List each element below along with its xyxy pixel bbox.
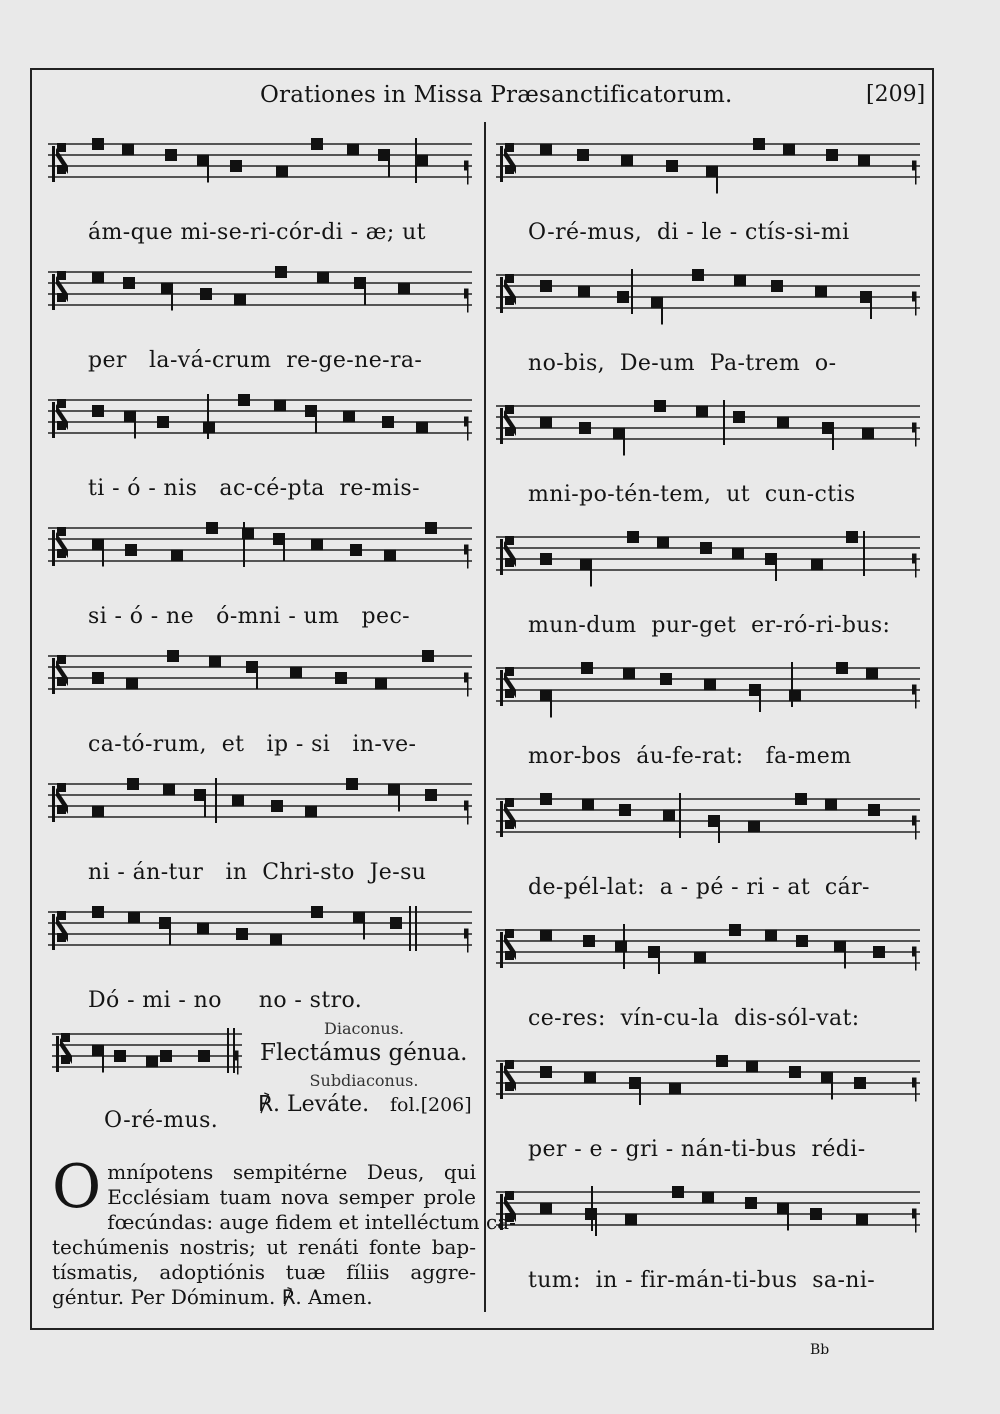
neume-note	[230, 160, 242, 172]
neume-note	[826, 149, 838, 161]
neume-note	[856, 1214, 868, 1226]
neume-note	[746, 1061, 758, 1073]
lyric-line: ca-tó-rum, et ip - si in-ve-	[88, 732, 417, 757]
neume-note	[128, 912, 140, 924]
neume-note	[540, 553, 552, 565]
neume-note	[160, 1050, 172, 1062]
chant-staff	[496, 136, 920, 206]
neume-note	[416, 422, 428, 434]
neume-note	[846, 531, 858, 543]
lyric-line: de-pél-lat: a - pé - ri - at cár-	[528, 875, 870, 900]
neume-note	[729, 924, 741, 936]
neume-note	[657, 537, 669, 549]
neume-note	[114, 1050, 126, 1062]
neume-note	[236, 928, 248, 940]
lyric-line: ti - ó - nis ac-cé-pta re-mis-	[88, 476, 420, 501]
neume-note	[271, 800, 283, 812]
lyric-line: mni-po-tén-tem, ut cun-ctis	[528, 482, 856, 507]
neume-note	[815, 286, 827, 298]
lyric-line: mor-bos áu-fe-rat: fa-mem	[528, 744, 852, 769]
lyric-line: no-bis, De-um Pa-trem o-	[528, 351, 837, 376]
neume-note	[209, 656, 221, 668]
neume-note	[733, 411, 745, 423]
neume-note	[157, 416, 169, 428]
neume-note	[866, 668, 878, 680]
neume-note	[540, 280, 552, 292]
neume-note	[734, 275, 746, 287]
neume-note	[627, 531, 639, 543]
neume-note	[540, 144, 552, 156]
neume-note	[578, 286, 590, 298]
neume-note	[540, 1203, 552, 1215]
neume-note	[167, 650, 179, 662]
neume-note	[696, 406, 708, 418]
neume-note	[716, 1055, 728, 1067]
neume-note	[811, 559, 823, 571]
neume-note	[232, 795, 244, 807]
neume-note	[425, 789, 437, 801]
neume-note	[127, 778, 139, 790]
clef-icon	[52, 527, 68, 566]
neume-note	[704, 679, 716, 691]
column-divider	[484, 122, 486, 1312]
neume-note	[582, 799, 594, 811]
lyric-line: per - e - gri - nán-ti-bus rédi-	[528, 1137, 866, 1162]
prayer-text	[52, 1152, 516, 1310]
neume-note	[275, 266, 287, 278]
clef-icon	[52, 655, 68, 694]
neume-note	[125, 544, 137, 556]
neume-note	[343, 411, 355, 423]
lyric-line: Dó - mi - no no - stro.	[88, 988, 363, 1013]
neume-note	[692, 269, 704, 281]
signature-mark: Bb	[810, 1342, 830, 1358]
chant-staff	[48, 264, 472, 334]
prayer-line: techúmenis nostris; ut renáti fonte bap-	[52, 1235, 476, 1259]
chant-staff	[48, 136, 472, 206]
neume-note	[732, 548, 744, 560]
response-text: ℟. Leváte.	[258, 1092, 370, 1117]
page-title: Orationes in Missa Præsanctificatorum.	[260, 82, 733, 108]
neume-note	[672, 1186, 684, 1198]
prayer-line: géntur. Per Dóminum. ℟. Amen.	[52, 1285, 373, 1309]
neume-note	[669, 1083, 681, 1095]
neume-note	[123, 277, 135, 289]
chant-staff	[48, 392, 472, 462]
neume-note	[796, 935, 808, 947]
diaconus-label: Diaconus.	[324, 1019, 404, 1038]
neume-note	[126, 678, 138, 690]
clef-icon	[52, 783, 68, 822]
chant-staff	[496, 398, 920, 468]
neume-note	[198, 1050, 210, 1062]
neume-note	[346, 778, 358, 790]
clef-icon	[52, 143, 68, 182]
neume-note	[748, 821, 760, 833]
clef-icon	[500, 405, 516, 444]
neume-note	[165, 149, 177, 161]
clef-icon	[500, 274, 516, 313]
neume-note	[234, 294, 246, 306]
neume-note	[92, 405, 104, 417]
neume-note	[621, 155, 633, 167]
neume-note	[350, 544, 362, 556]
neume-note	[540, 930, 552, 942]
neume-note	[422, 650, 434, 662]
neume-note	[789, 1066, 801, 1078]
response-reference: fol.[206]	[390, 1094, 472, 1116]
neume-note	[825, 799, 837, 811]
neume-note	[702, 1192, 714, 1204]
chant-staff	[48, 648, 472, 718]
lyric-line: tum: in - fir-mán-ti-bus sa-ni-	[528, 1268, 876, 1293]
neume-note	[276, 166, 288, 178]
neume-note	[854, 1077, 866, 1089]
neume-note	[171, 550, 183, 562]
neume-note	[619, 804, 631, 816]
neume-note	[753, 138, 765, 150]
lyric-line: si - ó - ne ó-mni - um pec-	[88, 604, 411, 629]
neume-note	[311, 539, 323, 551]
neume-note	[858, 155, 870, 167]
neume-note	[862, 428, 874, 440]
neume-note	[873, 946, 885, 958]
neume-note	[390, 917, 402, 929]
neume-note	[398, 283, 410, 295]
oremus-lyric: O-ré-mus.	[104, 1108, 219, 1133]
lyric-line: ni - án-tur in Chri-sto Je-su	[88, 860, 427, 885]
lyric-line: mun-dum pur-get er-ró-ri-bus:	[528, 613, 891, 638]
neume-note	[540, 417, 552, 429]
folio-number: [209]	[866, 82, 926, 107]
prayer-line: fœcúndas: auge fidem et intelléctum ca-	[107, 1210, 516, 1234]
neume-note	[694, 952, 706, 964]
lyric-line: O-ré-mus, di - le - ctís-si-mi	[528, 220, 850, 245]
chant-staff	[496, 1053, 920, 1123]
prayer-line: mnípotens sempitérne Deus, qui	[107, 1160, 476, 1184]
oremus-staff	[52, 1026, 242, 1106]
neume-note	[540, 1066, 552, 1078]
neume-note	[384, 550, 396, 562]
lyric-line: ce-res: vín-cu-la dis-sól-vat:	[528, 1006, 860, 1031]
neume-note	[617, 291, 629, 303]
clef-icon	[500, 667, 516, 706]
neume-note	[765, 930, 777, 942]
neume-note	[311, 906, 323, 918]
neume-note	[270, 934, 282, 946]
chant-staff	[496, 791, 920, 861]
neume-note	[577, 149, 589, 161]
chant-staff	[496, 922, 920, 992]
neume-note	[868, 804, 880, 816]
neume-note	[317, 272, 329, 284]
neume-note	[146, 1056, 158, 1068]
neume-note	[625, 1214, 637, 1226]
neume-note	[745, 1197, 757, 1209]
neume-note	[771, 280, 783, 292]
neume-note	[810, 1208, 822, 1220]
neume-note	[122, 144, 134, 156]
running-header	[30, 80, 934, 114]
neume-note	[311, 138, 323, 150]
clef-icon	[52, 271, 68, 310]
neume-note	[836, 662, 848, 674]
neume-note	[206, 522, 218, 534]
neume-note	[540, 793, 552, 805]
neume-note	[795, 793, 807, 805]
subdiaconus-label: Subdiaconus.	[309, 1071, 419, 1090]
neume-note	[783, 144, 795, 156]
neume-note	[416, 155, 428, 167]
neume-note	[197, 923, 209, 935]
clef-icon	[500, 143, 516, 182]
neume-note	[335, 672, 347, 684]
diaconus-text: Flectámus génua.	[260, 1040, 468, 1066]
chant-staff	[496, 1184, 920, 1254]
neume-note	[654, 400, 666, 412]
neume-note	[789, 690, 801, 702]
clef-icon	[500, 798, 516, 837]
neume-note	[382, 416, 394, 428]
neume-note	[274, 400, 286, 412]
neume-note	[777, 417, 789, 429]
clef-icon	[500, 929, 516, 968]
neume-note	[700, 542, 712, 554]
neume-note	[305, 806, 317, 818]
chant-staff	[496, 267, 920, 337]
neume-note	[92, 672, 104, 684]
neume-note	[290, 667, 302, 679]
chant-staff	[496, 660, 920, 730]
lyric-line: per la-vá-crum re-ge-ne-ra-	[88, 348, 423, 373]
neume-note	[666, 160, 678, 172]
chant-staff	[48, 520, 472, 590]
prayer-line: Ecclésiam tuam nova semper prole	[107, 1185, 476, 1209]
neume-note	[615, 941, 627, 953]
prayer-line: tísmatis, adoptiónis tuæ fíliis aggre-	[52, 1260, 476, 1284]
neume-note	[583, 935, 595, 947]
chant-staff	[48, 776, 472, 846]
clef-icon	[52, 399, 68, 438]
neume-note	[92, 138, 104, 150]
neume-note	[375, 678, 387, 690]
chant-staff	[496, 529, 920, 599]
lyric-line: ám-que mi-se-ri-cór-di - æ; ut	[88, 220, 426, 245]
neume-note	[347, 144, 359, 156]
neume-note	[425, 522, 437, 534]
neume-note	[623, 668, 635, 680]
neume-note	[238, 394, 250, 406]
chant-staff	[48, 904, 472, 974]
neume-note	[163, 784, 175, 796]
neume-note	[581, 662, 593, 674]
clef-icon	[56, 1033, 72, 1072]
neume-note	[200, 288, 212, 300]
neume-note	[663, 810, 675, 822]
neume-note	[92, 272, 104, 284]
neume-note	[660, 673, 672, 685]
clef-icon	[52, 911, 68, 950]
clef-icon	[500, 536, 516, 575]
neume-note	[92, 806, 104, 818]
prayer-dropcap: O	[52, 1152, 102, 1222]
neume-note	[579, 422, 591, 434]
neume-note	[584, 1072, 596, 1084]
clef-icon	[500, 1060, 516, 1099]
neume-note	[92, 906, 104, 918]
